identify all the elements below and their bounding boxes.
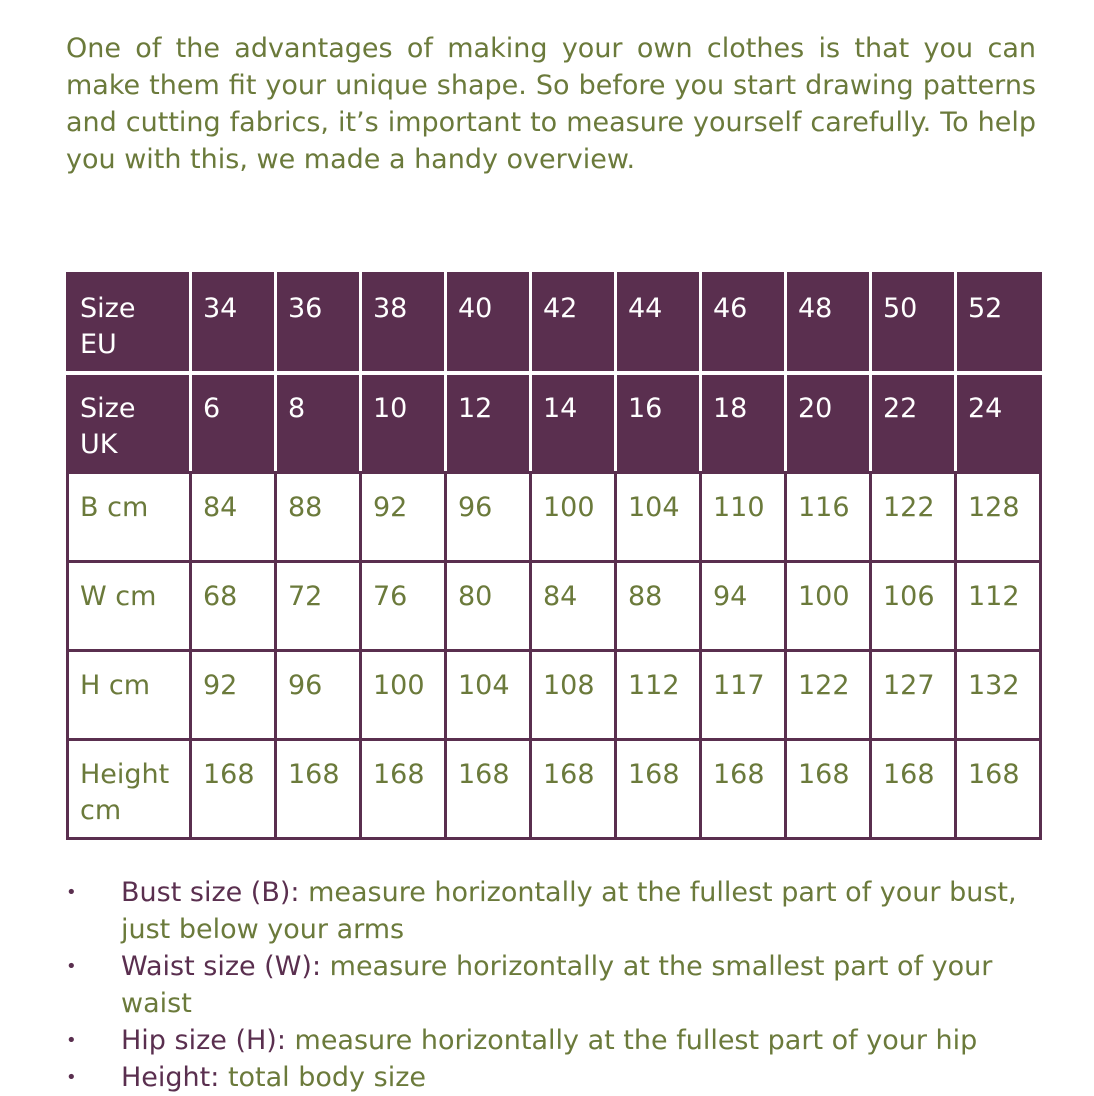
bullet-icon: • <box>66 1067 77 1088</box>
table-cell: 20 <box>786 373 871 473</box>
list-item <box>66 948 1056 1022</box>
table-row-waist <box>68 562 1041 651</box>
intro-paragraph: One of the advantages of making your own clothes is that you can make them fit your unique shape. So before you start drawing patterns and cutting fabrics, it’s important to measure yourself carefully. To help you with this, we made a handy overview. <box>66 33 1036 175</box>
table-cell: 100 <box>786 562 871 651</box>
table-cell: 8 <box>276 373 361 473</box>
table-cell: 168 <box>276 740 361 839</box>
note-description: total body size <box>219 1062 426 1093</box>
table-cell: 168 <box>361 740 446 839</box>
table-cell: 34 <box>191 274 276 374</box>
table-cell: 117 <box>701 651 786 740</box>
note-term: Hip size (H): <box>121 1025 286 1056</box>
table-cell: 168 <box>531 740 616 839</box>
table-cell: 108 <box>531 651 616 740</box>
table-cell: 46 <box>701 274 786 374</box>
row-label: W cm <box>68 562 191 651</box>
row-label: H cm <box>68 651 191 740</box>
table-cell: 168 <box>956 740 1041 839</box>
table-cell: 94 <box>701 562 786 651</box>
table-cell: 132 <box>956 651 1041 740</box>
table-cell: 92 <box>191 651 276 740</box>
row-label: Height cm <box>68 740 191 839</box>
table-cell: 100 <box>531 473 616 562</box>
row-label: B cm <box>68 473 191 562</box>
table-cell: 168 <box>871 740 956 839</box>
table-cell: 168 <box>446 740 531 839</box>
table-cell: 10 <box>361 373 446 473</box>
table-cell: 42 <box>531 274 616 374</box>
table-cell: 84 <box>191 473 276 562</box>
table-cell: 122 <box>871 473 956 562</box>
table-cell: 110 <box>701 473 786 562</box>
table-cell: 104 <box>446 651 531 740</box>
table-cell: 168 <box>786 740 871 839</box>
note-term: Bust size (B): <box>121 877 300 908</box>
table-cell: 6 <box>191 373 276 473</box>
table-cell: 36 <box>276 274 361 374</box>
table-cell: 168 <box>191 740 276 839</box>
table-row-bust <box>68 473 1041 562</box>
table-cell: 16 <box>616 373 701 473</box>
table-cell: 116 <box>786 473 871 562</box>
size-chart-table <box>66 272 1042 840</box>
table-cell: 168 <box>616 740 701 839</box>
table-cell: 22 <box>871 373 956 473</box>
table-cell: 24 <box>956 373 1041 473</box>
table-cell: 44 <box>616 274 701 374</box>
table-cell: 40 <box>446 274 531 374</box>
table-cell: 112 <box>616 651 701 740</box>
list-item <box>66 1059 1056 1096</box>
table-cell: 68 <box>191 562 276 651</box>
table-cell: 76 <box>361 562 446 651</box>
table-cell: 106 <box>871 562 956 651</box>
table-cell: 88 <box>616 562 701 651</box>
bullet-icon: • <box>66 956 77 977</box>
note-term: Height: <box>121 1062 220 1093</box>
bullet-icon: • <box>66 882 77 903</box>
table-cell: 84 <box>531 562 616 651</box>
row-label: Size UK <box>68 373 191 473</box>
table-cell: 122 <box>786 651 871 740</box>
table-cell: 80 <box>446 562 531 651</box>
table-cell: 96 <box>446 473 531 562</box>
note-description: measure horizontally at the smallest part of your waist <box>121 951 993 1019</box>
table-cell: 88 <box>276 473 361 562</box>
table-cell: 50 <box>871 274 956 374</box>
table-cell: 14 <box>531 373 616 473</box>
table-cell: 128 <box>956 473 1041 562</box>
table-cell: 168 <box>701 740 786 839</box>
table-cell: 104 <box>616 473 701 562</box>
table-row-size-uk <box>68 373 1041 473</box>
list-item <box>66 874 1056 948</box>
table-cell: 127 <box>871 651 956 740</box>
row-label: Size EU <box>68 274 191 374</box>
table-cell: 112 <box>956 562 1041 651</box>
note-term: Waist size (W): <box>121 951 322 982</box>
measurement-notes-list <box>66 874 1056 1096</box>
table-cell: 92 <box>361 473 446 562</box>
table-cell: 96 <box>276 651 361 740</box>
table-cell: 72 <box>276 562 361 651</box>
list-item <box>66 1022 1056 1059</box>
bullet-icon: • <box>66 1030 77 1051</box>
table-row-hip <box>68 651 1041 740</box>
table-row-height <box>68 740 1041 839</box>
table-cell: 38 <box>361 274 446 374</box>
note-description: measure horizontally at the fullest part of your hip <box>285 1025 978 1056</box>
table-cell: 52 <box>956 274 1041 374</box>
table-cell: 48 <box>786 274 871 374</box>
table-cell: 100 <box>361 651 446 740</box>
table-cell: 18 <box>701 373 786 473</box>
table-cell: 12 <box>446 373 531 473</box>
note-description: measure horizontally at the fullest part of your bust, just below your arms <box>121 877 1017 945</box>
table-row-size-eu <box>68 274 1041 374</box>
